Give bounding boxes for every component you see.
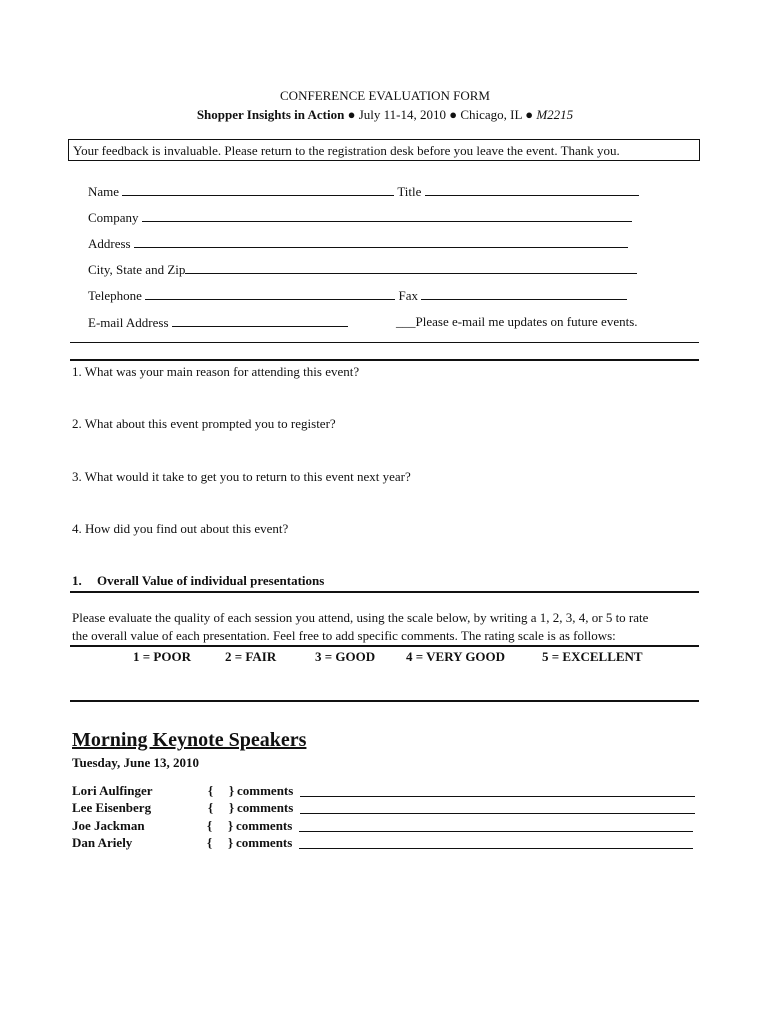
speaker-name: Lee Eisenberg: [72, 800, 152, 815]
comments-label: comments: [237, 800, 294, 815]
rating-brace-open: {: [207, 818, 213, 833]
divider-line: [70, 342, 699, 343]
email-line[interactable]: [172, 314, 348, 327]
address-field-row: [88, 235, 628, 252]
divider-line: [70, 645, 699, 647]
title-label: Title: [397, 184, 422, 199]
keynote-date: Tuesday, June 13, 2010: [72, 755, 200, 770]
comments-label: comments: [236, 835, 293, 850]
rating-box[interactable]: [215, 783, 227, 798]
fax-label: Fax: [398, 288, 418, 303]
feedback-notice: Your feedback is invaluable. Please return to the registration desk before you leave the event. Thank you.: [68, 139, 700, 161]
speaker-name: Lori Aulfinger: [72, 783, 153, 798]
bullet-separator: ●: [525, 107, 534, 122]
event-code: M2215: [536, 107, 574, 122]
form-title: CONFERENCE EVALUATION FORM: [280, 88, 490, 103]
company-field-row: [88, 209, 632, 226]
comments-line[interactable]: [299, 848, 693, 849]
question-3: 3. What would it take to get you to return to this event next year?: [72, 469, 411, 484]
rating-box[interactable]: [215, 800, 227, 815]
email-updates-option[interactable]: ___Please e-mail me updates on future events.: [396, 314, 638, 329]
divider-line: [70, 700, 699, 702]
rating-brace-open: {: [208, 800, 214, 815]
rating-good: 3 = GOOD: [315, 649, 376, 664]
instructions-line-1: Please evaluate the quality of each session you attend, using the scale below, by writing a 1, 2, 3, 4, or 5 to rate: [72, 610, 649, 625]
rating-excellent: 5 = EXCELLENT: [542, 649, 643, 664]
bullet-separator: ●: [449, 107, 458, 122]
rating-box[interactable]: [214, 835, 226, 850]
name-line[interactable]: [122, 183, 394, 196]
event-dates: July 11-14, 2010: [358, 107, 446, 122]
address-line[interactable]: [134, 235, 628, 248]
speaker-name: Joe Jackman: [72, 818, 145, 833]
section-title: Overall Value of individual presentations: [97, 573, 325, 588]
divider-line: [70, 591, 699, 593]
section-number: 1.: [72, 573, 82, 588]
email-field-row: [88, 314, 348, 331]
event-name: Shopper Insights in Action: [196, 107, 345, 122]
telephone-line[interactable]: [145, 287, 395, 300]
company-line[interactable]: [142, 209, 632, 222]
name-field-row: [88, 183, 639, 200]
comments-line[interactable]: [300, 813, 695, 814]
rating-brace-close: }: [228, 835, 234, 850]
telephone-label: Telephone: [88, 288, 142, 303]
rating-brace-close: }: [228, 818, 234, 833]
speaker-name: Dan Ariely: [72, 835, 133, 850]
fax-line[interactable]: [421, 287, 627, 300]
phone-field-row: [88, 287, 627, 304]
city-state-zip-line[interactable]: [185, 261, 637, 274]
question-4: 4. How did you find out about this event?: [72, 521, 289, 536]
event-subtitle: [0, 107, 770, 123]
rating-poor: 1 = POOR: [133, 649, 191, 664]
divider-line: [70, 359, 699, 361]
rating-brace-open: {: [208, 783, 214, 798]
event-location: Chicago, IL: [460, 107, 522, 122]
keynote-heading: Morning Keynote Speakers: [72, 729, 307, 751]
instructions-line-2: the overall value of each presentation. Feel free to add specific comments. The rating scale is as follows:: [72, 628, 616, 643]
name-label: Name: [88, 184, 120, 199]
company-label: Company: [88, 210, 139, 225]
rating-box[interactable]: [214, 818, 226, 833]
rating-very-good: 4 = VERY GOOD: [406, 649, 506, 664]
rating-brace-open: {: [207, 835, 213, 850]
comments-line[interactable]: [300, 796, 695, 797]
question-2: 2. What about this event prompted you to register?: [72, 416, 336, 431]
comments-label: comments: [236, 818, 293, 833]
city-field-row: [88, 261, 637, 278]
rating-brace-close: }: [229, 800, 235, 815]
rating-brace-close: }: [229, 783, 235, 798]
comments-label: comments: [237, 783, 294, 798]
title-line[interactable]: [425, 183, 639, 196]
email-label: E-mail Address: [88, 315, 169, 330]
city-state-zip-label: City, State and Zip: [88, 262, 186, 277]
bullet-separator: ●: [347, 107, 356, 122]
section-heading: [72, 573, 324, 589]
comments-line[interactable]: [299, 831, 693, 832]
address-label: Address: [88, 236, 131, 251]
question-1: 1. What was your main reason for attending this event?: [72, 364, 360, 379]
rating-fair: 2 = FAIR: [225, 649, 277, 664]
